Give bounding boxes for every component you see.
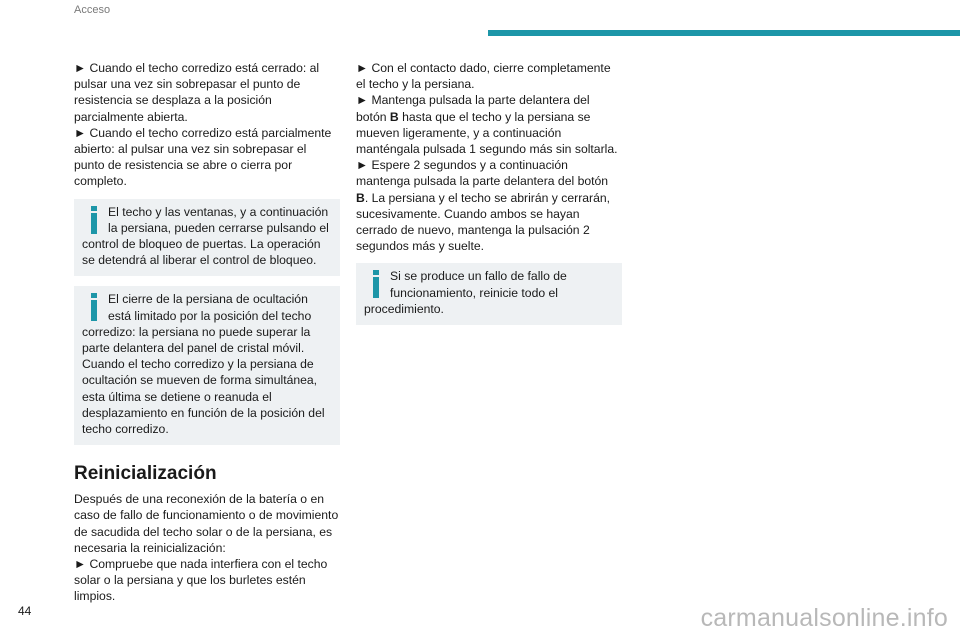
watermark: carmanualsonline.info	[700, 604, 948, 632]
text-run: . La persiana y el techo se abrirán y cerrarán, sucesivamente. Cuando ambos se hayan cerrado de nuevo, mantenga la pulsación 2 segundos más y suelte.	[356, 190, 611, 254]
text-run: ► Espere 2 segundos y a continuación mantenga pulsada la parte delantera del botón	[356, 158, 609, 189]
header-accent-bar	[488, 30, 960, 36]
paragraph: Después de una reconexión de la batería o en caso de fallo de funcionamiento o de movimiento de sacudida del techo solar o de la persiana, es necesaria la reinicialización:	[74, 492, 339, 555]
info-note-text: El cierre de la persiana de ocultación está limitado por la posición del techo corredizo: la persiana no puede superar la parte delantera del panel de cristal móvil. Cuando el techo corredizo y la persiana de ocultación se mueven de forma simultánea, esta última se detiene o reanuda el desplazamiento en función de la posición del techo corredizo.	[82, 292, 325, 437]
paragraph: ► Compruebe que nada interfiera con el techo solar o la persiana y que los burletes estén limpios.	[74, 557, 328, 604]
button-label-ref: B	[389, 109, 399, 124]
info-note	[74, 199, 340, 277]
info-icon	[88, 293, 100, 321]
section-title: Reinicialización	[74, 463, 217, 485]
page-number: 44	[18, 604, 32, 618]
info-note-text: El techo y las ventanas, y a continuación la persiana, pueden cerrarse pulsando el control de bloqueo de puertas. La operación se detendrá al liberar el control de bloqueo.	[82, 204, 329, 268]
text-run: hasta que el techo y la persiana se mueven ligeramente, y a continuación manténgala pulsada 1 segundo más sin soltarla.	[356, 109, 618, 157]
text-run: ► Mantenga pulsada la parte delantera del botón	[356, 93, 590, 124]
info-icon	[88, 206, 100, 234]
button-label-ref: B	[356, 190, 365, 205]
info-note-text: Si se produce un fallo de fallo de funcionamiento, reinicie todo el procedimiento.	[364, 269, 567, 316]
paragraph: ► Con el contacto dado, cierre completamente el techo y la persiana.	[356, 61, 611, 92]
paragraph	[356, 92, 622, 157]
info-note	[74, 286, 340, 445]
left-column	[74, 60, 340, 605]
header-section-title: Acceso	[74, 4, 111, 16]
paragraph: ► Cuando el techo corredizo está cerrado: al pulsar una vez sin sobrepasar el punto de resistencia se desplaza a la posición parcialmente abierta.	[74, 61, 320, 124]
paragraph	[356, 157, 622, 254]
right-column	[356, 60, 622, 335]
info-note	[356, 263, 622, 325]
paragraph: ► Cuando el techo corredizo está parcialmente abierto: al pulsar una vez sin sobrepasar el punto de resistencia se abre o cierra por completo.	[74, 125, 332, 189]
info-icon	[370, 270, 382, 298]
